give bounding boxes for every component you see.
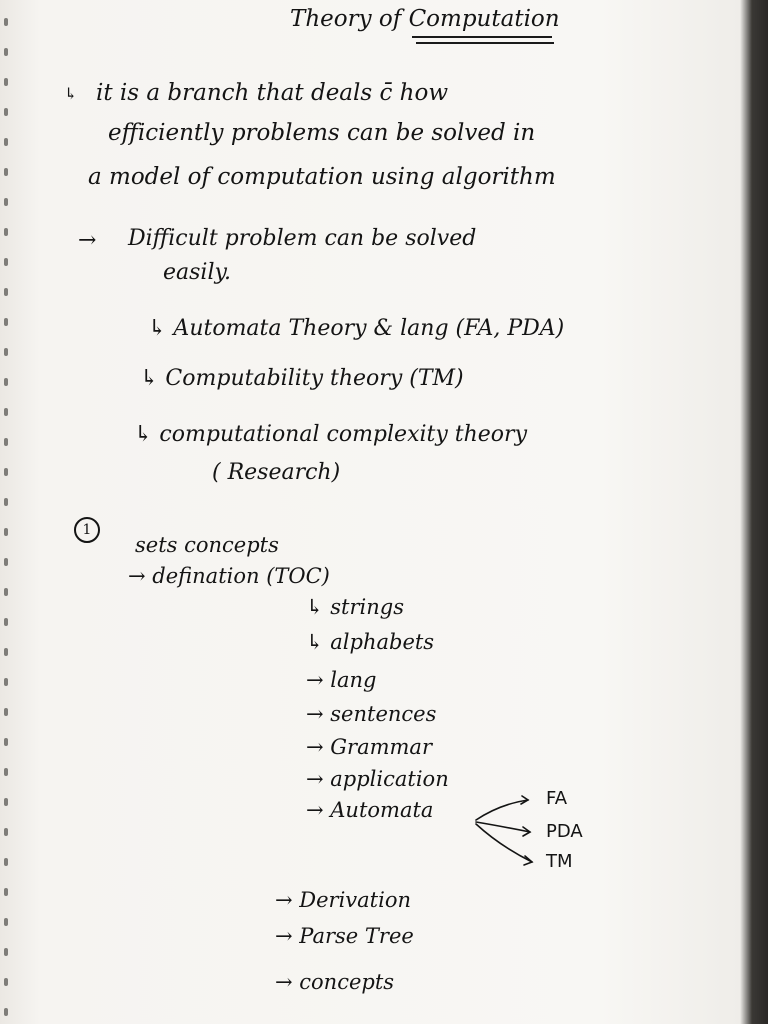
title-underline — [412, 36, 552, 38]
intro-line-1: it is a branch that deals c̄ how — [96, 80, 449, 106]
subtopic-automata: ↳ Automata Theory & lang (FA, PDA) — [148, 316, 565, 341]
binding-hole — [4, 708, 8, 716]
list-item-lang: → lang — [306, 668, 377, 692]
title-underline-2 — [416, 42, 554, 44]
binding-hole — [4, 18, 8, 26]
binding-hole — [4, 618, 8, 626]
binding-hole — [4, 738, 8, 746]
binding-hole — [4, 648, 8, 656]
binding-hole — [4, 918, 8, 926]
binding-hole — [4, 468, 8, 476]
definition-line: → defination (TOC) — [128, 564, 330, 588]
binding-hole — [4, 348, 8, 356]
list-item-sentences: → sentences — [306, 702, 437, 726]
binding-hole — [4, 558, 8, 566]
binding-hole — [4, 108, 8, 116]
binding-hole — [4, 1008, 8, 1016]
binding-hole — [4, 378, 8, 386]
binding-hole — [4, 948, 8, 956]
binding-hole — [4, 888, 8, 896]
binding-hole — [4, 258, 8, 266]
binding-hole — [4, 408, 8, 416]
binding-hole — [4, 438, 8, 446]
binding-hole — [4, 978, 8, 986]
section-number-circle: 1 — [74, 517, 100, 543]
list-item-strings: ↳ strings — [306, 595, 404, 619]
binding-hole — [4, 528, 8, 536]
binding-hole — [4, 318, 8, 326]
difficult-line-2: easily. — [163, 260, 231, 285]
branch-fa: FA — [546, 788, 568, 809]
intro-marker: ↳ — [64, 84, 78, 103]
binding-hole — [4, 288, 8, 296]
sets-heading: sets concepts — [135, 533, 279, 557]
binding-hole — [4, 768, 8, 776]
branch-pda: PDA — [546, 821, 583, 842]
list-item-grammar: → Grammar — [306, 735, 432, 759]
binding-hole — [4, 198, 8, 206]
binding-hole — [4, 498, 8, 506]
subtopic-computability: ↳ Computability theory (TM) — [140, 366, 464, 391]
difficult-line-1: Difficult problem can be solved — [128, 226, 477, 251]
list-item-alphabets: ↳ alphabets — [306, 630, 435, 654]
binding-hole — [4, 138, 8, 146]
binding-hole — [4, 858, 8, 866]
binding-hole — [4, 78, 8, 86]
binding-hole — [4, 228, 8, 236]
binding-hole — [4, 588, 8, 596]
binding-hole — [4, 168, 8, 176]
notebook-binding — [0, 0, 14, 1024]
binding-hole — [4, 48, 8, 56]
binding-hole — [4, 828, 8, 836]
list-item-concepts: → concepts — [275, 970, 395, 994]
subtopic-complexity: ↳ computational complexity theory — [134, 422, 527, 447]
subtopic-research: ( Research) — [212, 460, 341, 485]
binding-hole — [4, 678, 8, 686]
binding-hole — [4, 798, 8, 806]
branch-tm: TM — [546, 851, 573, 872]
list-item-parse-tree: → Parse Tree — [275, 924, 414, 948]
intro-line-2: efficiently problems can be solved in — [108, 120, 536, 146]
difficult-marker: → — [78, 228, 97, 253]
automata-branch-arrows — [470, 790, 550, 870]
list-item-derivation: → Derivation — [275, 888, 411, 912]
page-title: Theory of Computation — [290, 6, 560, 32]
intro-line-3: a model of computation using algorithm — [88, 164, 556, 190]
list-item-automata: → Automata — [306, 798, 434, 822]
list-item-application: → application — [306, 767, 449, 791]
